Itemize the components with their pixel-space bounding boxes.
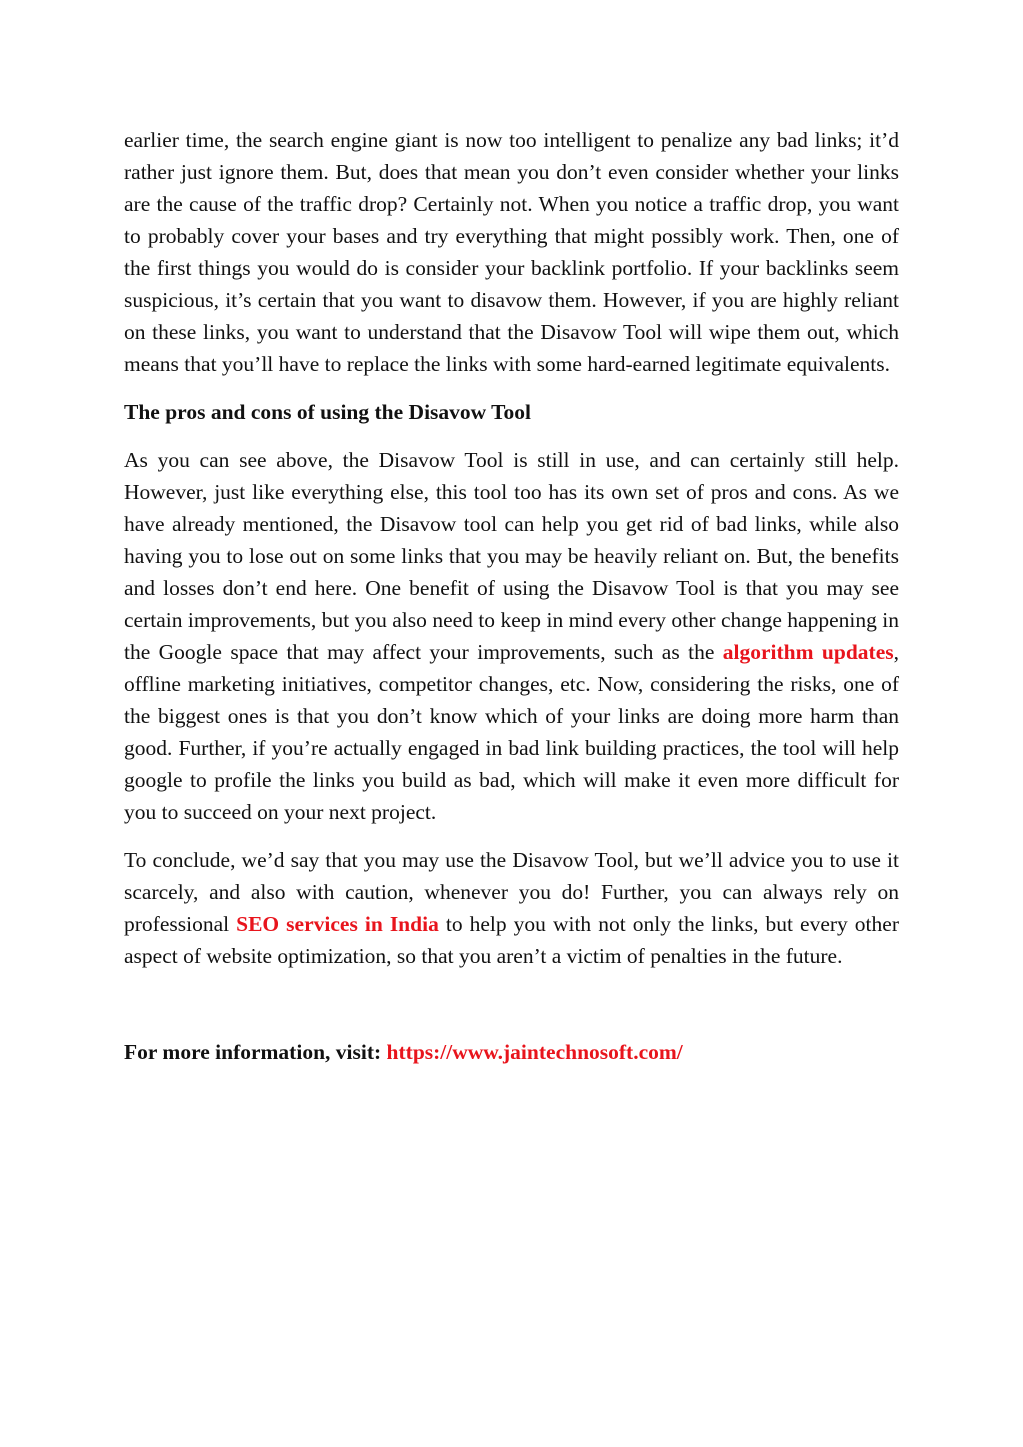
conclusion-text-end: to help you with not only the links, but every other aspect of website optimization, so that you aren’t a victim of penalties in the future. [124, 912, 899, 968]
website-link[interactable]: https://www.jaintechnosoft.com/ [386, 1040, 683, 1064]
pros-cons-text-start: As you can see above, the Disavow Tool is still in use, and can certainly still help. However, just like everything else, this tool too has its own set of pros and cons. As we have already mentioned, the Disavow tool can help you get rid of bad links, while also having you to lose out on some links that you may be heavily reliant on. But, the benefits and losses don’t end here. One benefit of using the Disavow Tool is that you may see certain improvements, but you also need to keep in mind every other change happening in the Google space that may affect your improvements, such as the [124, 448, 899, 664]
footer-label: For more information, visit: [124, 1040, 387, 1064]
document-page [124, 124, 899, 1068]
conclusion-text-start: To conclude, we’d say that you may use the Disavow Tool, but we’ll advice you to use it scarcely, and also with caution, whenever you do! Further, you can always rely on professional [124, 848, 899, 936]
seo-services-link[interactable]: SEO services in India [236, 912, 439, 936]
section-heading: The pros and cons of using the Disavow Tool [124, 400, 532, 424]
pros-cons-paragraph [124, 444, 899, 828]
intro-paragraph: earlier time, the search engine giant is now too intelligent to penalize any bad links; it’d rather just ignore them. But, does that mean you don’t even consider whether your links are the cause of the traffic drop? Certainly not. When you notice a traffic drop, you want to probably cover your bases and try everything that might possibly work. Then, one of the first things you would do is consider your backlink portfolio. If your backlinks seem suspicious, it’s certain that you want to disavow them. However, if you are highly reliant on these links, you want to understand that the Disavow Tool will wipe them out, which means that you’ll have to replace the links with some hard-earned legitimate equivalents. [124, 128, 899, 376]
pros-cons-text-end: , offline marketing initiatives, competitor changes, etc. Now, considering the risks, one of the biggest ones is that you don’t know which of your links are doing more harm than good. Further, if you’re actually engaged in bad link building practices, the tool will help google to profile the links you build as bad, which will make it even more difficult for you to succeed on your next project. [124, 640, 899, 824]
algorithm-updates-link[interactable]: algorithm updates [722, 640, 894, 664]
conclusion-paragraph [124, 844, 899, 972]
footer-info [124, 1036, 899, 1068]
